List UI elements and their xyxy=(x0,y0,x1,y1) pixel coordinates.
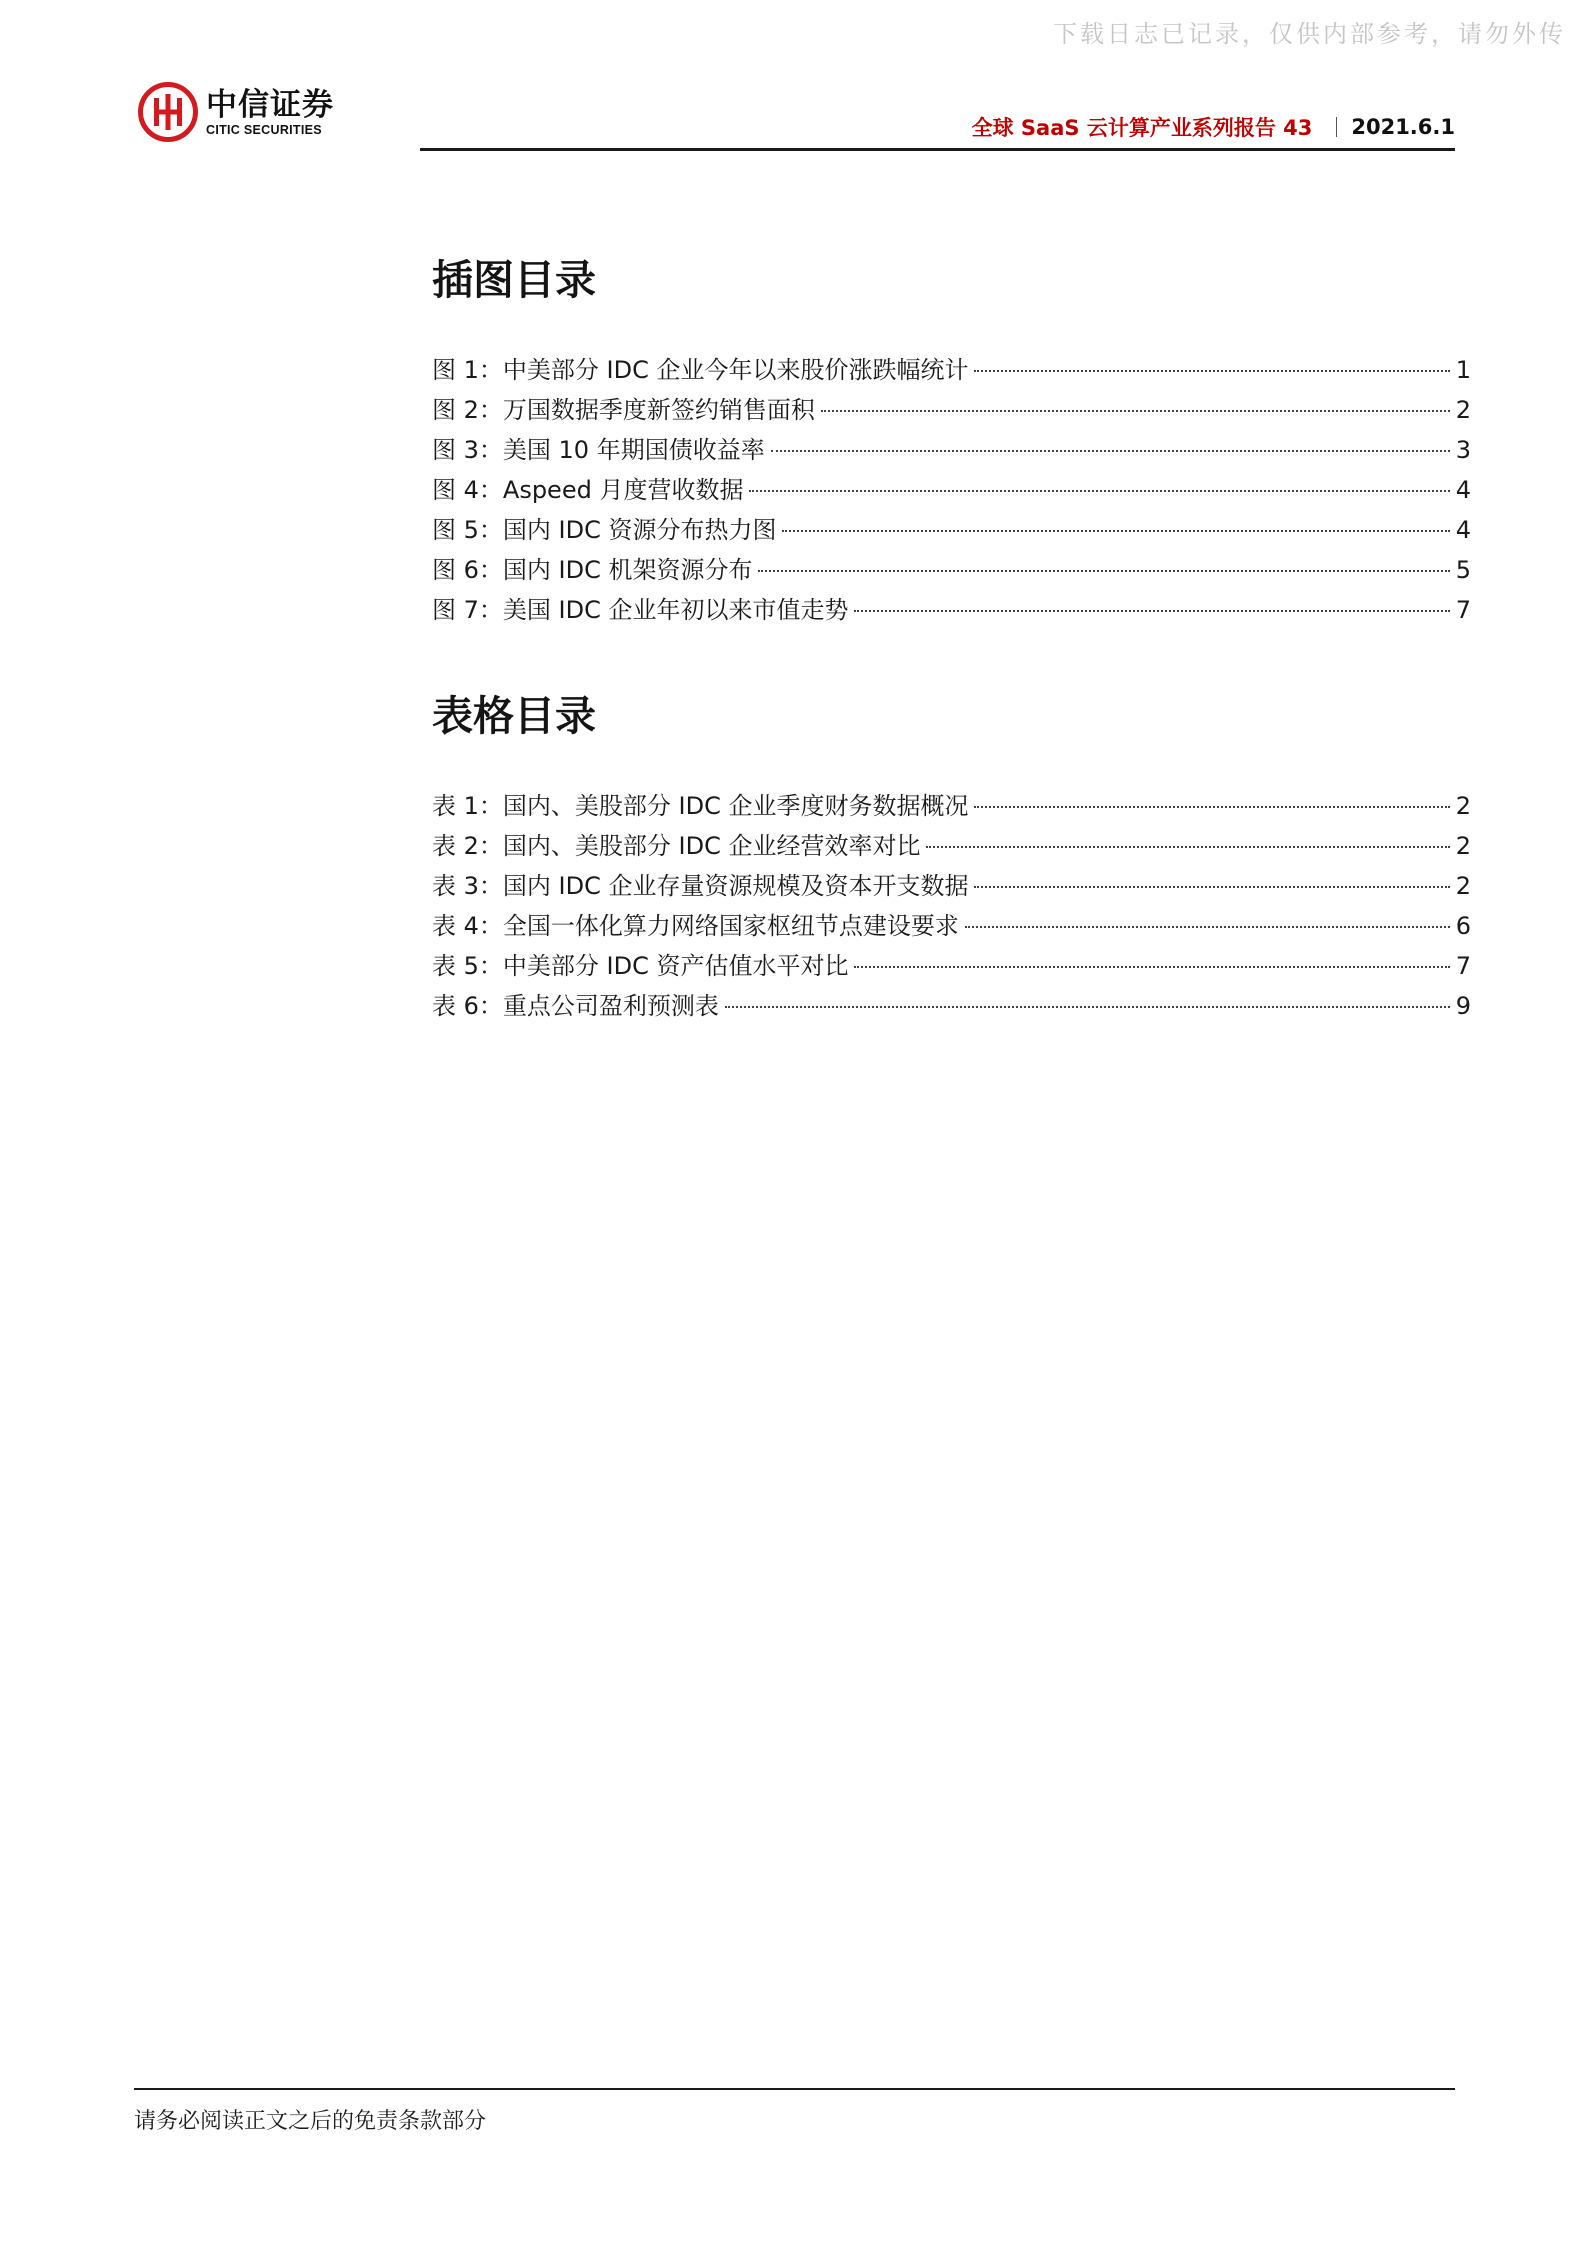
citic-logo xyxy=(138,82,334,142)
watermark-text: 下载日志已记录，仅供内部参考，请勿外传 xyxy=(1053,20,1566,48)
header-rule xyxy=(420,148,1455,151)
toc-entry-label: 表 4：全国一体化算力网络国家枢纽节点建设要求 xyxy=(432,912,959,940)
toc-page-number: 2 xyxy=(1455,832,1471,860)
toc-entry-figure-6[interactable] xyxy=(432,550,1471,590)
toc-entry-label: 图 4：Aspeed 月度营收数据 xyxy=(432,476,744,504)
dot-leader xyxy=(749,490,1449,492)
tables-toc-list xyxy=(432,786,1471,1026)
toc-entry-label: 图 5：国内 IDC 资源分布热力图 xyxy=(432,516,777,544)
figures-section xyxy=(432,254,1471,624)
dot-leader xyxy=(965,926,1450,928)
toc-entry-label: 图 7：美国 IDC 企业年初以来市值走势 xyxy=(432,596,849,624)
dot-leader xyxy=(926,846,1449,848)
toc-entry-label: 图 3：美国 10 年期国债收益率 xyxy=(432,436,765,464)
toc-entry-label: 表 6：重点公司盈利预测表 xyxy=(432,992,719,1020)
toc-entry-table-6[interactable] xyxy=(432,986,1471,1026)
toc-page-number: 2 xyxy=(1455,872,1471,900)
tables-section-title: 表格目录 xyxy=(432,692,596,740)
toc-entry-table-5[interactable] xyxy=(432,946,1471,986)
toc-entry-label: 图 2：万国数据季度新签约销售面积 xyxy=(432,396,815,424)
dot-leader xyxy=(854,966,1449,968)
toc-entry-figure-2[interactable] xyxy=(432,390,1471,430)
toc-entry-table-1[interactable] xyxy=(432,786,1471,826)
toc-entry-label: 图 1：中美部分 IDC 企业今年以来股价涨跌幅统计 xyxy=(432,356,969,384)
toc-entry-table-3[interactable] xyxy=(432,866,1471,906)
toc-page-number: 9 xyxy=(1455,992,1471,1020)
toc-page-number: 5 xyxy=(1455,556,1471,584)
dot-leader xyxy=(771,450,1450,452)
toc-page-number: 2 xyxy=(1455,396,1471,424)
toc-entry-label: 图 6：国内 IDC 机架资源分布 xyxy=(432,556,753,584)
toc-entry-label: 表 3：国内 IDC 企业存量资源规模及资本开支数据 xyxy=(432,872,969,900)
report-date: 2021.6.1 xyxy=(1351,115,1455,139)
toc-page-number: 7 xyxy=(1455,596,1471,624)
report-series-title: 全球 SaaS 云计算产业系列报告 43 xyxy=(971,116,1313,140)
header-separator xyxy=(1336,117,1337,137)
dot-leader xyxy=(854,610,1449,612)
toc-entry-label: 表 2：国内、美股部分 IDC 企业经营效率对比 xyxy=(432,832,921,860)
toc-entry-figure-4[interactable] xyxy=(432,470,1471,510)
toc-entry-figure-3[interactable] xyxy=(432,430,1471,470)
footer-rule xyxy=(134,2088,1455,2090)
toc-entry-figure-7[interactable] xyxy=(432,590,1471,630)
toc-page-number: 2 xyxy=(1455,792,1471,820)
dot-leader xyxy=(821,410,1450,412)
toc-page-number: 3 xyxy=(1455,436,1471,464)
toc-page-number: 4 xyxy=(1455,476,1471,504)
toc-entry-label: 表 5：中美部分 IDC 资产估值水平对比 xyxy=(432,952,849,980)
dot-leader xyxy=(782,530,1449,532)
citic-emblem-icon xyxy=(138,82,198,142)
dot-leader xyxy=(758,570,1449,572)
toc-entry-table-2[interactable] xyxy=(432,826,1471,866)
dot-leader xyxy=(974,886,1449,888)
footer-disclaimer: 请务必阅读正文之后的免责条款部分 xyxy=(134,2109,487,2134)
dot-leader xyxy=(974,806,1449,808)
toc-page-number: 4 xyxy=(1455,516,1471,544)
dot-leader xyxy=(974,370,1449,372)
toc-page-number: 6 xyxy=(1455,912,1471,940)
toc-entry-figure-1[interactable] xyxy=(432,350,1471,390)
dot-leader xyxy=(725,1006,1450,1008)
report-header xyxy=(972,112,1455,142)
toc-page-number: 7 xyxy=(1455,952,1471,980)
toc-entry-figure-5[interactable] xyxy=(432,510,1471,550)
toc-page-number: 1 xyxy=(1455,356,1471,384)
figures-toc-list xyxy=(432,350,1471,630)
logo-chinese-name: 中信证券 xyxy=(206,87,334,123)
tables-section xyxy=(432,690,1471,1020)
figures-section-title: 插图目录 xyxy=(432,256,596,304)
logo-english-name: CITIC SECURITIES xyxy=(206,123,322,137)
toc-entry-label: 表 1：国内、美股部分 IDC 企业季度财务数据概况 xyxy=(432,792,969,820)
toc-entry-table-4[interactable] xyxy=(432,906,1471,946)
